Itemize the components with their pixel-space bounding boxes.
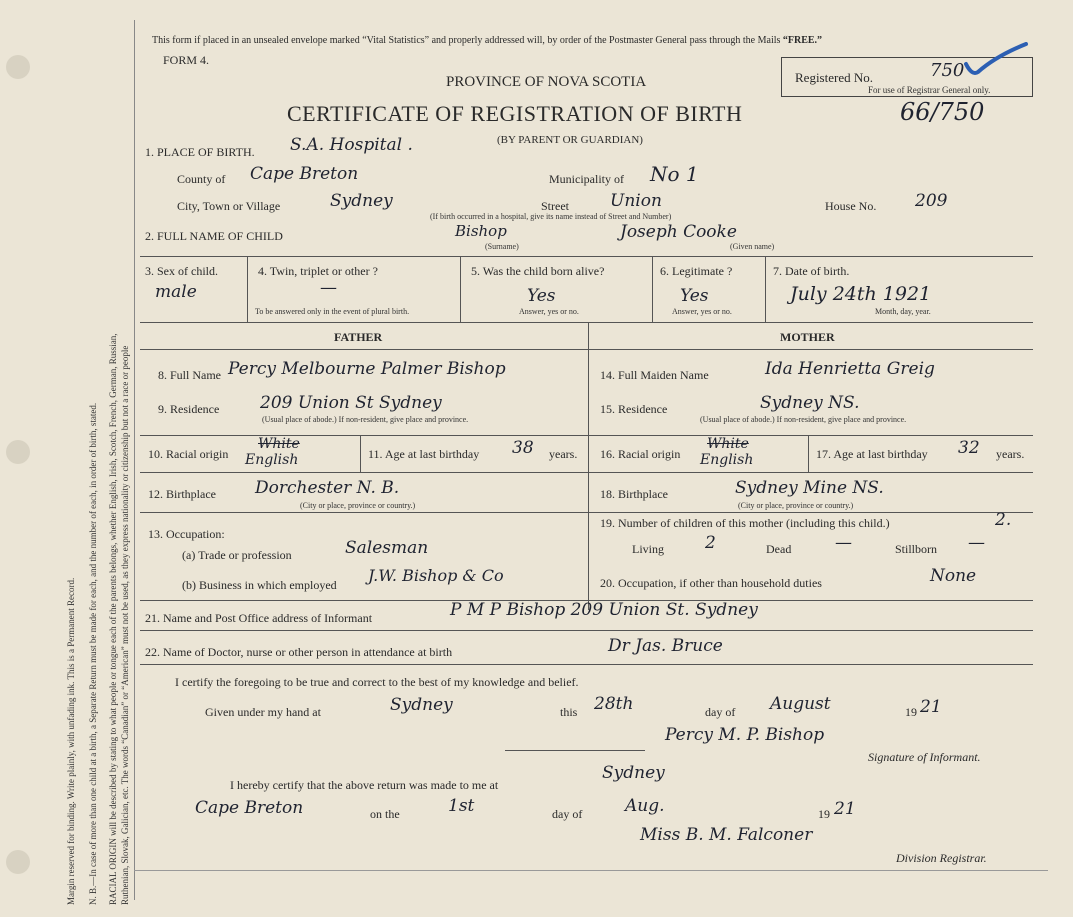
sex-label: 3. Sex of child.: [145, 264, 218, 278]
rule: [140, 256, 1033, 257]
mother-heading: MOTHER: [780, 330, 835, 344]
legitimate-label: 6. Legitimate ?: [660, 264, 733, 278]
punch-hole: [6, 55, 30, 79]
mother-birthplace-note: (City or place, province or country.): [738, 501, 854, 510]
cert-year-printed: 19: [905, 705, 917, 719]
father-heading: FATHER: [334, 330, 383, 344]
hospital-note: (If birth occurred in a hospital, give its name instead of Street and Number): [430, 212, 672, 221]
certificate-title: CERTIFICATE OF REGISTRATION OF BIRTH: [287, 101, 743, 126]
bottom-rule: [134, 870, 1048, 871]
cert-year: 21: [920, 697, 942, 717]
father-name-value: Percy Melbourne Palmer Bishop: [228, 359, 506, 379]
registrar-county: Cape Breton: [195, 798, 304, 818]
registrar-day: 1st: [448, 796, 475, 816]
mother-residence-value: Sydney NS.: [760, 393, 860, 413]
sex-value: male: [155, 282, 197, 302]
doctor-value: Dr Jas. Bruce: [608, 636, 723, 656]
rule: [140, 512, 1033, 513]
rule: [247, 256, 248, 322]
mail-notice: [152, 35, 822, 46]
checkmark-icon: [962, 42, 1032, 82]
mother-birthplace-value: Sydney Mine NS.: [735, 478, 884, 498]
mother-name-value: Ida Henrietta Greig: [765, 359, 935, 379]
day-of-label: day of: [705, 705, 736, 719]
mail-notice-text: This form if placed in an unsealed envelope marked “Vital Statistics” and properly addressed will, by order of the Postmaster General pass through the Mails: [152, 35, 781, 46]
mail-notice-free: “FREE.”: [782, 35, 823, 46]
business-label: (b) Business in which employed: [182, 578, 337, 592]
certify-line: I certify the foregoing to be true and correct to the best of my knowledge and belief.: [175, 675, 579, 689]
informant-signature-label: Signature of Informant.: [868, 750, 981, 764]
father-racial-struck: White: [258, 436, 300, 452]
rule: [360, 435, 361, 472]
father-age-label: 11. Age at last birthday: [368, 447, 480, 461]
born-alive-label: 5. Was the child born alive?: [471, 264, 605, 278]
mother-birthplace-label: 18. Birthplace: [600, 487, 668, 501]
house-label: House No.: [825, 199, 877, 213]
date-of-birth-label: 7. Date of birth.: [773, 264, 850, 278]
rule: [140, 322, 1033, 323]
mother-racial-struck: White: [707, 436, 749, 452]
informant-label: 21. Name and Post Office address of Informant: [145, 611, 373, 625]
city-label: City, Town or Village: [177, 199, 281, 213]
city-value: Sydney: [330, 191, 393, 211]
mother-occupation-value: None: [930, 566, 977, 586]
father-age-value: 38: [512, 438, 534, 458]
occupation-label: 13. Occupation:: [148, 527, 225, 541]
subtitle: (BY PARENT OR GUARDIAN): [497, 134, 643, 146]
child-surname: Bishop: [455, 222, 507, 240]
father-age-unit: years.: [549, 447, 578, 461]
punch-hole: [6, 850, 30, 874]
father-birthplace-label: 12. Birthplace: [148, 487, 216, 501]
column-divider: [588, 322, 589, 610]
municipality-label: Municipality of: [549, 172, 624, 186]
street-value: Union: [610, 191, 662, 211]
mother-racial-value: English: [700, 452, 754, 468]
twin-note: To be answered only in the event of plural birth.: [255, 307, 410, 316]
trade-label: (a) Trade or profession: [182, 548, 292, 562]
rule: [140, 349, 1033, 350]
house-value: 209: [915, 191, 948, 211]
registered-note: For use of Registrar General only.: [868, 85, 991, 95]
registered-number: 750: [930, 60, 965, 81]
mother-age-unit: years.: [996, 447, 1025, 461]
margin-instruction-1: Margin reserved for binding. Write plainly, with unfading ink. This is a Permanent Record.: [66, 577, 76, 905]
registrar-year-printed: 19: [818, 807, 830, 821]
registrar-place: Sydney: [602, 763, 665, 783]
mother-residence-label: 15. Residence: [600, 402, 668, 416]
rule: [808, 435, 809, 472]
living-value: 2: [705, 533, 716, 553]
legitimate-note: Answer, yes or no.: [672, 307, 732, 316]
margin-instruction-4: Ruthenian, Slovak, Galician, etc. The words “Canadian” or “American” must not be used, as they express nationality or citizenship but not a race or people: [120, 345, 130, 905]
business-value: J.W. Bishop & Co: [368, 566, 504, 585]
registrar-year: 21: [834, 799, 856, 819]
twin-value: —: [320, 278, 337, 298]
mother-occupation-label: 20. Occupation, if other than household duties: [600, 576, 822, 590]
born-alive-note: Answer, yes or no.: [519, 307, 579, 316]
father-birthplace-note: (City or place, province or country.): [300, 501, 416, 510]
punch-hole: [6, 440, 30, 464]
county-label: County of: [177, 172, 226, 186]
registrar-signature: Miss B. M. Falconer: [640, 825, 813, 845]
registered-label: Registered No.: [795, 70, 873, 85]
children-label: 19. Number of children of this mother (including this child.): [600, 516, 890, 530]
doctor-label: 22. Name of Doctor, nurse or other person in attendance at birth: [145, 645, 453, 659]
mother-residence-note: (Usual place of abode.) If non-resident, give place and province.: [700, 415, 907, 424]
rule: [140, 472, 1033, 473]
mother-age-label: 17. Age at last birthday: [816, 447, 928, 461]
rule: [505, 750, 645, 751]
trade-value: Salesman: [345, 538, 429, 558]
children-value: 2.: [995, 510, 1012, 530]
province-heading: PROVINCE OF NOVA SCOTIA: [446, 74, 647, 90]
twin-label: 4. Twin, triplet or other ?: [258, 264, 378, 278]
rule: [460, 256, 461, 322]
on-the-label: on the: [370, 807, 400, 821]
margin-instruction-2: N. B.—In case of more than one child at a birth, a Separate Return must be made for each, and the number of each, in order of birth, stated.: [88, 402, 98, 905]
child-given-name: Joseph Cooke: [620, 222, 737, 242]
registrar-month: Aug.: [625, 796, 665, 816]
this-label: this: [560, 705, 578, 719]
father-birthplace-value: Dorchester N. B.: [255, 478, 400, 498]
rule: [140, 664, 1033, 665]
father-residence-note: (Usual place of abode.) If non-resident, give place and province.: [262, 415, 469, 424]
county-value: Cape Breton: [250, 164, 359, 184]
municipality-value: No 1: [650, 162, 699, 186]
father-residence-value: 209 Union St Sydney: [260, 393, 442, 413]
handwritten-number: 66/750: [900, 98, 985, 126]
cert-month: August: [770, 694, 831, 714]
father-residence-label: 9. Residence: [158, 402, 220, 416]
rule: [652, 256, 653, 322]
given-under-label: Given under my hand at: [205, 705, 321, 719]
street-label: Street: [541, 199, 569, 213]
registrar-line: I hereby certify that the above return was made to me at: [230, 778, 499, 792]
legitimate-value: Yes: [680, 286, 709, 306]
given-place: Sydney: [390, 695, 453, 715]
mother-racial-label: 16. Racial origin: [600, 447, 681, 461]
father-name-label: 8. Full Name: [158, 368, 221, 382]
living-label: Living: [632, 542, 664, 556]
cert-day: 28th: [594, 694, 634, 714]
dead-value: —: [835, 533, 852, 553]
place-of-birth-label: 1. PLACE OF BIRTH.: [145, 145, 255, 159]
informant-signature: Percy M. P. Bishop: [665, 725, 825, 745]
registrar-day-of-label: day of: [552, 807, 583, 821]
form-number: FORM 4.: [163, 53, 210, 67]
registrar-signature-label: Division Registrar.: [896, 851, 987, 865]
father-racial-value: English: [245, 452, 299, 468]
place-of-birth-value: S.A. Hospital .: [290, 135, 413, 155]
rule: [140, 630, 1033, 631]
mother-name-label: 14. Full Maiden Name: [600, 368, 709, 382]
dead-label: Dead: [766, 542, 792, 556]
margin-rule: [134, 20, 135, 900]
born-alive-value: Yes: [527, 286, 556, 306]
mother-age-value: 32: [958, 438, 980, 458]
date-of-birth-value: July 24th 1921: [790, 283, 932, 305]
stillborn-value: —: [968, 533, 985, 553]
father-racial-label: 10. Racial origin: [148, 447, 229, 461]
margin-instruction-3: RACIAL ORIGIN will be described by stating to what people or tongue each of the parents belongs, whether English, Irish, Scotch, French, German, Russian,: [108, 333, 118, 905]
surname-note: (Surname): [485, 242, 519, 251]
date-of-birth-note: Month, day, year.: [875, 307, 931, 316]
child-name-label: 2. FULL NAME OF CHILD: [145, 229, 283, 243]
informant-value: P M P Bishop 209 Union St. Sydney: [450, 600, 758, 620]
rule: [765, 256, 766, 322]
given-name-note: (Given name): [730, 242, 775, 251]
stillborn-label: Stillborn: [895, 542, 938, 556]
